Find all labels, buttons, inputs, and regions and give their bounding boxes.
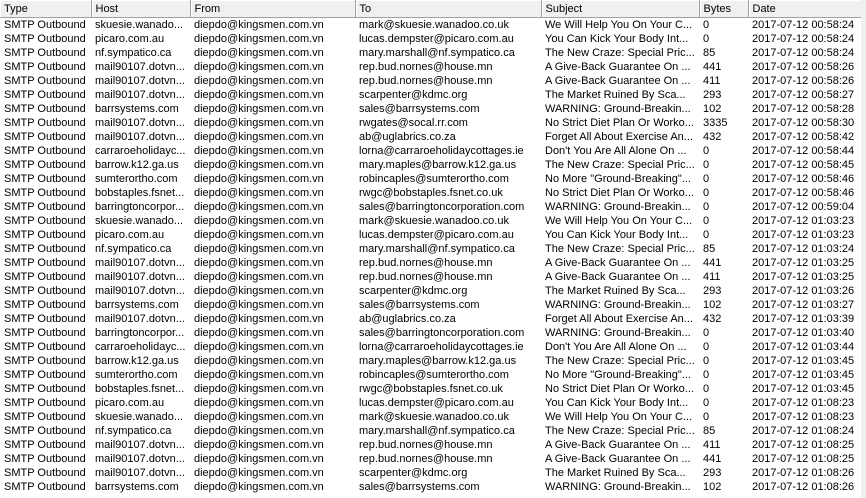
from-cell: diepdo@kingsmen.com.vn: [194, 187, 324, 199]
type-cell: SMTP Outbound: [4, 19, 86, 31]
to-cell: rwgates@socal.rr.com: [359, 117, 468, 129]
to-cell: mark@skuesie.wanadoo.co.uk: [359, 19, 509, 31]
host-cell: picaro.com.au: [95, 229, 165, 241]
table-row[interactable]: [0, 424, 861, 438]
type-cell: SMTP Outbound: [4, 299, 86, 311]
bytes-cell: 0: [703, 327, 710, 339]
to-cell: lucas.dempster@picaro.com.au: [359, 229, 514, 241]
date-cell: 2017-07-12 00:59:04: [752, 201, 855, 213]
to-cell: scarpenter@kdmc.org: [359, 89, 468, 101]
from-cell: diepdo@kingsmen.com.vn: [194, 369, 324, 381]
to-cell: mark@skuesie.wanadoo.co.uk: [359, 215, 509, 227]
subject-cell: WARNING: Ground-Breakin...: [545, 201, 691, 213]
bytes-cell: 0: [703, 159, 710, 171]
subject-cell: WARNING: Ground-Breakin...: [545, 299, 691, 311]
to-cell: lorna@carraroeholidaycottages.ie: [359, 341, 524, 353]
table-row[interactable]: [0, 18, 861, 33]
host-cell: barringtoncorpor...: [95, 327, 185, 339]
date-cell: 2017-07-12 00:58:24: [752, 33, 855, 45]
table-row[interactable]: [0, 466, 861, 480]
from-cell: diepdo@kingsmen.com.vn: [194, 201, 324, 213]
bytes-cell: 293: [703, 285, 722, 297]
date-cell: 2017-07-12 00:58:45: [752, 159, 855, 171]
host-cell: mail90107.dotvn...: [95, 313, 185, 325]
host-cell: nf.sympatico.ca: [95, 243, 172, 255]
from-cell: diepdo@kingsmen.com.vn: [194, 411, 324, 423]
host-cell: barrow.k12.ga.us: [95, 355, 179, 367]
host-cell: mail90107.dotvn...: [95, 285, 185, 297]
host-cell: barrsystems.com: [95, 103, 179, 115]
table-row[interactable]: [0, 102, 861, 116]
subject-cell: No More "Ground-Breaking"...: [545, 173, 691, 185]
to-cell: rwgc@bobstaples.fsnet.co.uk: [359, 383, 503, 395]
from-cell: diepdo@kingsmen.com.vn: [194, 383, 324, 395]
vertical-scrollbar[interactable]: [861, 0, 866, 498]
table-row[interactable]: [0, 32, 861, 46]
bytes-cell: 0: [703, 229, 710, 241]
date-cell: 2017-07-12 01:03:24: [752, 243, 855, 255]
bytes-cell: 0: [703, 341, 710, 353]
type-cell: SMTP Outbound: [4, 355, 86, 367]
from-cell: diepdo@kingsmen.com.vn: [194, 19, 324, 31]
date-cell: 2017-07-12 00:58:46: [752, 173, 855, 185]
bytes-cell: 0: [703, 201, 710, 213]
date-cell: 2017-07-12 01:03:26: [752, 285, 855, 297]
from-cell: diepdo@kingsmen.com.vn: [194, 103, 324, 115]
type-cell: SMTP Outbound: [4, 327, 86, 339]
from-cell: diepdo@kingsmen.com.vn: [194, 173, 324, 185]
to-cell: sales@barringtoncorporation.com: [359, 201, 525, 213]
host-cell: mail90107.dotvn...: [95, 439, 185, 451]
subject-cell: You Can Kick Your Body Int...: [545, 229, 689, 241]
host-cell: carraroeholidayc...: [95, 145, 186, 157]
from-cell: diepdo@kingsmen.com.vn: [194, 397, 324, 409]
date-cell: 2017-07-12 00:58:24: [752, 47, 855, 59]
host-cell: barrsystems.com: [95, 481, 179, 493]
to-cell: mary.marshall@nf.sympatico.ca: [359, 243, 515, 255]
host-cell: skuesie.wanado...: [95, 19, 184, 31]
type-cell: SMTP Outbound: [4, 103, 86, 115]
subject-cell: The Market Ruined By Sca...: [545, 467, 686, 479]
date-cell: 2017-07-12 01:03:23: [752, 215, 855, 227]
from-cell: diepdo@kingsmen.com.vn: [194, 257, 324, 269]
type-cell: SMTP Outbound: [4, 439, 86, 451]
date-cell: 2017-07-12 00:58:42: [752, 131, 855, 143]
host-cell: barringtoncorpor...: [95, 201, 185, 213]
bytes-cell: 102: [703, 103, 722, 115]
type-cell: SMTP Outbound: [4, 425, 86, 437]
table-row[interactable]: [0, 228, 861, 242]
column-header-host[interactable]: Host: [91, 0, 190, 18]
from-cell: diepdo@kingsmen.com.vn: [194, 467, 324, 479]
subject-cell: A Give-Back Guarantee On ...: [545, 257, 691, 269]
bytes-cell: 0: [703, 215, 710, 227]
subject-cell: We Will Help You On Your C...: [545, 411, 693, 423]
bytes-cell: 293: [703, 89, 722, 101]
type-cell: SMTP Outbound: [4, 47, 86, 59]
table-row[interactable]: [0, 242, 861, 256]
to-cell: mary.maples@barrow.k12.ga.us: [359, 159, 517, 171]
to-cell: sales@barringtoncorporation.com: [359, 327, 525, 339]
table-row[interactable]: [0, 284, 861, 298]
type-cell: SMTP Outbound: [4, 481, 86, 493]
subject-cell: No Strict Diet Plan Or Worko...: [545, 117, 694, 129]
to-cell: mary.marshall@nf.sympatico.ca: [359, 425, 515, 437]
date-cell: 2017-07-12 00:58:28: [752, 103, 855, 115]
subject-cell: Forget All About Exercise An...: [545, 313, 693, 325]
from-cell: diepdo@kingsmen.com.vn: [194, 313, 324, 325]
date-cell: 2017-07-12 00:58:44: [752, 145, 855, 157]
table-row[interactable]: [0, 158, 861, 172]
table-row[interactable]: [0, 354, 861, 368]
to-cell: sales@barrsystems.com: [359, 299, 480, 311]
table-row[interactable]: [0, 130, 861, 144]
from-cell: diepdo@kingsmen.com.vn: [194, 47, 324, 59]
host-cell: mail90107.dotvn...: [95, 117, 185, 129]
type-cell: SMTP Outbound: [4, 75, 86, 87]
bytes-cell: 441: [703, 61, 722, 73]
host-cell: carraroeholidayc...: [95, 341, 186, 353]
type-cell: SMTP Outbound: [4, 383, 86, 395]
date-cell: 2017-07-12 01:03:45: [752, 355, 855, 367]
type-cell: SMTP Outbound: [4, 215, 86, 227]
type-cell: SMTP Outbound: [4, 145, 86, 157]
type-cell: SMTP Outbound: [4, 173, 86, 185]
table-row[interactable]: [0, 438, 861, 452]
type-cell: SMTP Outbound: [4, 201, 86, 213]
type-cell: SMTP Outbound: [4, 285, 86, 297]
from-cell: diepdo@kingsmen.com.vn: [194, 271, 324, 283]
date-cell: 2017-07-12 01:08:26: [752, 481, 855, 493]
bytes-cell: 0: [703, 19, 710, 31]
column-header-type[interactable]: Type: [0, 0, 91, 18]
table-row[interactable]: [0, 200, 861, 214]
date-cell: 2017-07-12 00:58:26: [752, 75, 855, 87]
to-cell: rep.bud.nornes@house.mn: [359, 61, 493, 73]
subject-cell: A Give-Back Guarantee On ...: [545, 61, 691, 73]
subject-cell: You Can Kick Your Body Int...: [545, 33, 689, 45]
from-cell: diepdo@kingsmen.com.vn: [194, 145, 324, 157]
host-cell: skuesie.wanado...: [95, 411, 184, 423]
bytes-cell: 85: [703, 47, 716, 59]
from-cell: diepdo@kingsmen.com.vn: [194, 33, 324, 45]
from-cell: diepdo@kingsmen.com.vn: [194, 439, 324, 451]
to-cell: ab@uglabrics.co.za: [359, 313, 456, 325]
type-cell: SMTP Outbound: [4, 89, 86, 101]
table-row[interactable]: [0, 116, 861, 130]
bytes-cell: 411: [703, 271, 721, 283]
date-cell: 2017-07-12 01:03:25: [752, 271, 855, 283]
date-cell: 2017-07-12 01:08:25: [752, 453, 855, 465]
to-cell: rep.bud.nornes@house.mn: [359, 439, 493, 451]
subject-cell: A Give-Back Guarantee On ...: [545, 271, 691, 283]
from-cell: diepdo@kingsmen.com.vn: [194, 355, 324, 367]
subject-cell: WARNING: Ground-Breakin...: [545, 103, 691, 115]
table-row[interactable]: [0, 480, 861, 494]
table-row[interactable]: [0, 46, 861, 60]
column-header-bytes[interactable]: Bytes: [699, 0, 748, 18]
subject-cell: WARNING: Ground-Breakin...: [545, 327, 691, 339]
date-cell: 2017-07-12 00:58:27: [752, 89, 855, 101]
subject-cell: No Strict Diet Plan Or Worko...: [545, 187, 694, 199]
from-cell: diepdo@kingsmen.com.vn: [194, 285, 324, 297]
subject-cell: The New Craze: Special Pric...: [545, 355, 695, 367]
to-cell: robincaples@sumterortho.com: [359, 369, 509, 381]
subject-cell: You Can Kick Your Body Int...: [545, 397, 689, 409]
from-cell: diepdo@kingsmen.com.vn: [194, 159, 324, 171]
to-cell: rwgc@bobstaples.fsnet.co.uk: [359, 187, 503, 199]
from-cell: diepdo@kingsmen.com.vn: [194, 481, 324, 493]
date-cell: 2017-07-12 00:58:30: [752, 117, 855, 129]
date-cell: 2017-07-12 01:03:23: [752, 229, 855, 241]
type-cell: SMTP Outbound: [4, 243, 86, 255]
to-cell: rep.bud.nornes@house.mn: [359, 453, 493, 465]
type-cell: SMTP Outbound: [4, 341, 86, 353]
table-row[interactable]: [0, 396, 861, 410]
to-cell: ab@uglabrics.co.za: [359, 131, 456, 143]
to-cell: mark@skuesie.wanadoo.co.uk: [359, 411, 509, 423]
to-cell: lucas.dempster@picaro.com.au: [359, 397, 514, 409]
column-header-to[interactable]: To: [355, 0, 541, 18]
date-cell: 2017-07-12 01:03:27: [752, 299, 855, 311]
to-cell: mary.marshall@nf.sympatico.ca: [359, 47, 515, 59]
table-row[interactable]: [0, 74, 861, 88]
subject-cell: We Will Help You On Your C...: [545, 215, 693, 227]
host-cell: mail90107.dotvn...: [95, 131, 185, 143]
subject-cell: A Give-Back Guarantee On ...: [545, 453, 691, 465]
subject-cell: The New Craze: Special Pric...: [545, 47, 695, 59]
bytes-cell: 102: [703, 481, 722, 493]
from-cell: diepdo@kingsmen.com.vn: [194, 89, 324, 101]
subject-cell: The Market Ruined By Sca...: [545, 89, 686, 101]
date-cell: 2017-07-12 01:08:26: [752, 467, 855, 479]
from-cell: diepdo@kingsmen.com.vn: [194, 327, 324, 339]
bytes-cell: 0: [703, 187, 710, 199]
to-cell: rep.bud.nornes@house.mn: [359, 257, 493, 269]
table-row[interactable]: [0, 312, 861, 326]
host-cell: barrow.k12.ga.us: [95, 159, 179, 171]
type-cell: SMTP Outbound: [4, 271, 86, 283]
date-cell: 2017-07-12 01:03:40: [752, 327, 855, 339]
to-cell: rep.bud.nornes@house.mn: [359, 75, 493, 87]
table-row[interactable]: [0, 410, 861, 424]
subject-cell: Don't You Are All Alone On ...: [545, 145, 687, 157]
from-cell: diepdo@kingsmen.com.vn: [194, 341, 324, 353]
bytes-cell: 441: [703, 453, 722, 465]
column-header-date[interactable]: Date: [748, 0, 861, 18]
table-row[interactable]: [0, 382, 861, 396]
to-cell: mary.maples@barrow.k12.ga.us: [359, 355, 517, 367]
host-cell: skuesie.wanado...: [95, 215, 184, 227]
host-cell: bobstaples.fsnet...: [95, 383, 185, 395]
host-cell: nf.sympatico.ca: [95, 425, 172, 437]
date-cell: 2017-07-12 01:03:25: [752, 257, 855, 269]
table-row[interactable]: [0, 326, 861, 340]
table-row[interactable]: [0, 256, 861, 270]
table-row[interactable]: [0, 298, 861, 312]
bytes-cell: 0: [703, 397, 710, 409]
type-cell: SMTP Outbound: [4, 453, 86, 465]
type-cell: SMTP Outbound: [4, 369, 86, 381]
bytes-cell: 0: [703, 33, 710, 45]
host-cell: mail90107.dotvn...: [95, 467, 185, 479]
type-cell: SMTP Outbound: [4, 411, 86, 423]
subject-cell: A Give-Back Guarantee On ...: [545, 75, 691, 87]
subject-cell: Forget All About Exercise An...: [545, 131, 693, 143]
bytes-cell: 85: [703, 425, 716, 437]
date-cell: 2017-07-12 00:58:46: [752, 187, 855, 199]
type-cell: SMTP Outbound: [4, 467, 86, 479]
subject-cell: WARNING: Ground-Breakin...: [545, 481, 691, 493]
from-cell: diepdo@kingsmen.com.vn: [194, 61, 324, 73]
type-cell: SMTP Outbound: [4, 397, 86, 409]
table-row[interactable]: [0, 340, 861, 354]
from-cell: diepdo@kingsmen.com.vn: [194, 299, 324, 311]
subject-cell: No Strict Diet Plan Or Worko...: [545, 383, 694, 395]
type-cell: SMTP Outbound: [4, 187, 86, 199]
host-cell: mail90107.dotvn...: [95, 89, 185, 101]
host-cell: mail90107.dotvn...: [95, 61, 185, 73]
to-cell: scarpenter@kdmc.org: [359, 467, 468, 479]
to-cell: scarpenter@kdmc.org: [359, 285, 468, 297]
host-cell: picaro.com.au: [95, 397, 165, 409]
to-cell: sales@barrsystems.com: [359, 103, 480, 115]
bytes-cell: 0: [703, 355, 710, 367]
subject-cell: The New Craze: Special Pric...: [545, 243, 695, 255]
host-cell: mail90107.dotvn...: [95, 271, 185, 283]
bytes-cell: 0: [703, 383, 710, 395]
from-cell: diepdo@kingsmen.com.vn: [194, 75, 324, 87]
subject-cell: The New Craze: Special Pric...: [545, 159, 695, 171]
date-cell: 2017-07-12 00:58:26: [752, 61, 855, 73]
type-cell: SMTP Outbound: [4, 117, 86, 129]
to-cell: robincaples@sumterortho.com: [359, 173, 509, 185]
table-row[interactable]: [0, 214, 861, 228]
from-cell: diepdo@kingsmen.com.vn: [194, 117, 324, 129]
from-cell: diepdo@kingsmen.com.vn: [194, 453, 324, 465]
from-cell: diepdo@kingsmen.com.vn: [194, 131, 324, 143]
table-row[interactable]: [0, 88, 861, 102]
type-cell: SMTP Outbound: [4, 61, 86, 73]
subject-cell: We Will Help You On Your C...: [545, 19, 693, 31]
bytes-cell: 0: [703, 173, 710, 185]
host-cell: nf.sympatico.ca: [95, 47, 172, 59]
subject-cell: The Market Ruined By Sca...: [545, 285, 686, 297]
type-cell: SMTP Outbound: [4, 257, 86, 269]
type-cell: SMTP Outbound: [4, 229, 86, 241]
from-cell: diepdo@kingsmen.com.vn: [194, 425, 324, 437]
host-cell: sumterortho.com: [95, 173, 178, 185]
column-header-subject[interactable]: Subject: [541, 0, 699, 18]
bytes-cell: 293: [703, 467, 722, 479]
date-cell: 2017-07-12 01:08:24: [752, 425, 855, 437]
date-cell: 2017-07-12 01:08:23: [752, 397, 855, 409]
host-cell: picaro.com.au: [95, 33, 165, 45]
subject-cell: No More "Ground-Breaking"...: [545, 369, 691, 381]
to-cell: lucas.dempster@picaro.com.au: [359, 33, 514, 45]
type-cell: SMTP Outbound: [4, 131, 86, 143]
from-cell: diepdo@kingsmen.com.vn: [194, 229, 324, 241]
subject-cell: A Give-Back Guarantee On ...: [545, 439, 691, 451]
date-cell: 2017-07-12 01:03:45: [752, 383, 855, 395]
host-cell: mail90107.dotvn...: [95, 257, 185, 269]
date-cell: 2017-07-12 01:03:45: [752, 369, 855, 381]
bytes-cell: 85: [703, 243, 716, 255]
date-cell: 2017-07-12 01:08:25: [752, 439, 855, 451]
host-cell: mail90107.dotvn...: [95, 75, 185, 87]
table-row[interactable]: [0, 368, 861, 382]
bytes-cell: 3335: [703, 117, 728, 129]
type-cell: SMTP Outbound: [4, 313, 86, 325]
host-cell: barrsystems.com: [95, 299, 179, 311]
table-row[interactable]: [0, 172, 861, 186]
host-cell: sumterortho.com: [95, 369, 178, 381]
column-header-row: [0, 0, 861, 18]
host-cell: mail90107.dotvn...: [95, 453, 185, 465]
subject-cell: The New Craze: Special Pric...: [545, 425, 695, 437]
host-cell: bobstaples.fsnet...: [95, 187, 185, 199]
type-cell: SMTP Outbound: [4, 159, 86, 171]
table-row[interactable]: [0, 60, 861, 74]
table-row[interactable]: [0, 452, 861, 466]
bytes-cell: 0: [703, 411, 710, 423]
date-cell: 2017-07-12 01:03:44: [752, 341, 855, 353]
table-row[interactable]: [0, 186, 861, 200]
bytes-cell: 441: [703, 257, 722, 269]
bytes-cell: 411: [703, 439, 721, 451]
from-cell: diepdo@kingsmen.com.vn: [194, 215, 324, 227]
bytes-cell: 432: [703, 131, 722, 143]
from-cell: diepdo@kingsmen.com.vn: [194, 243, 324, 255]
table-row[interactable]: [0, 144, 861, 158]
bytes-cell: 432: [703, 313, 722, 325]
date-cell: 2017-07-12 00:58:24: [752, 19, 855, 31]
type-cell: SMTP Outbound: [4, 33, 86, 45]
date-cell: 2017-07-12 01:03:39: [752, 313, 855, 325]
date-cell: 2017-07-12 01:08:23: [752, 411, 855, 423]
bytes-cell: 411: [703, 75, 721, 87]
to-cell: lorna@carraroeholidaycottages.ie: [359, 145, 524, 157]
bytes-cell: 0: [703, 369, 710, 381]
bytes-cell: 102: [703, 299, 722, 311]
table-row[interactable]: [0, 270, 861, 284]
subject-cell: Don't You Are All Alone On ...: [545, 341, 687, 353]
bytes-cell: 0: [703, 145, 710, 157]
to-cell: rep.bud.nornes@house.mn: [359, 271, 493, 283]
to-cell: sales@barrsystems.com: [359, 481, 480, 493]
column-header-from[interactable]: From: [190, 0, 355, 18]
